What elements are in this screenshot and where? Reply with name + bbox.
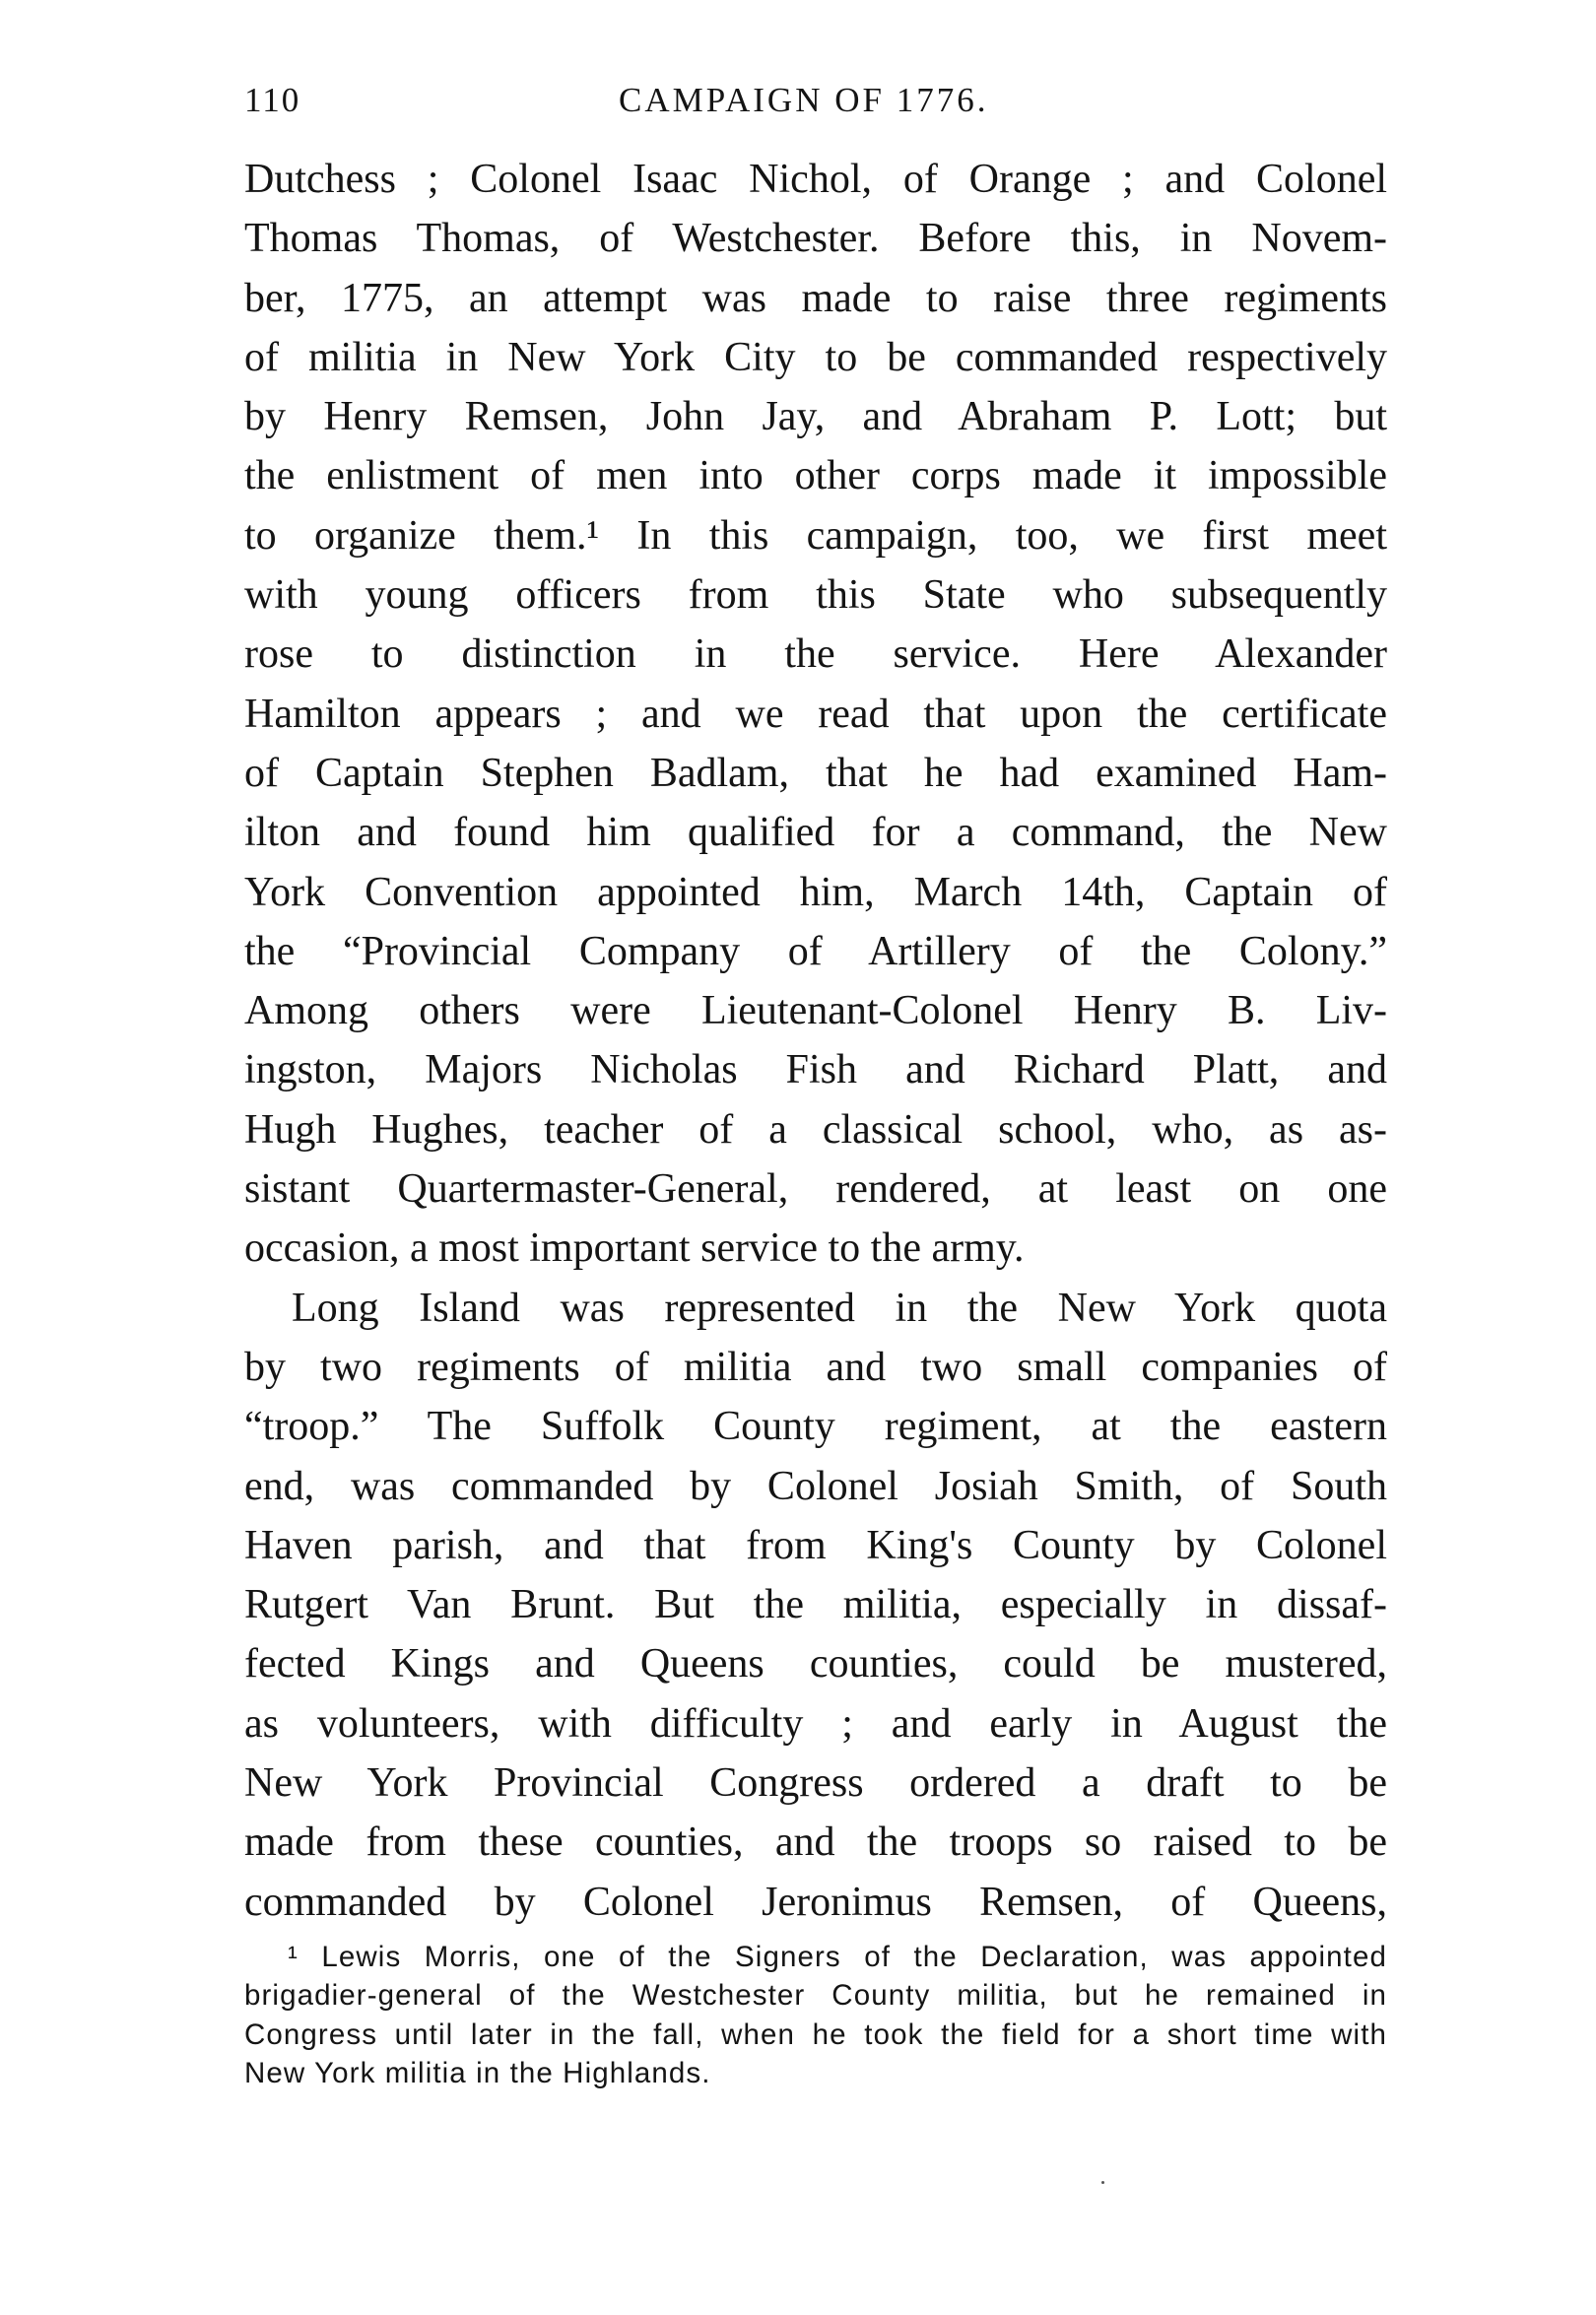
- text-line: Hamilton appears ; and we read that upon the certificate: [244, 691, 1387, 737]
- text-line: to organize them.¹ In this campaign, too, we first meet: [244, 512, 1387, 559]
- text-line: by two regiments of militia and two small companies of: [244, 1344, 1387, 1390]
- page-number: 110: [244, 81, 301, 119]
- text-line: the enlistment of men into other corps made it impossible: [244, 453, 1387, 499]
- paragraph-2: [244, 1279, 1387, 1932]
- paragraph-1: [244, 150, 1387, 1279]
- running-head: CAMPAIGN OF 1776.: [619, 81, 989, 119]
- page-header: [244, 71, 1387, 150]
- text-line: rose to distinction in the service. Here Alexander: [244, 631, 1387, 678]
- text-line: York Convention appointed him, March 14th, Captain of: [244, 869, 1387, 915]
- text-line: the “Provincial Company of Artillery of the Colony.”: [244, 928, 1387, 974]
- text-line: Dutchess ; Colonel Isaac Nichol, of Orange ; and Colonel: [244, 157, 1387, 202]
- text-line: fected Kings and Queens counties, could be mustered,: [244, 1641, 1387, 1687]
- book-page: [244, 71, 1387, 2093]
- text-line: by Henry Remsen, John Jay, and Abraham P. Lott; but: [244, 394, 1387, 440]
- footnote-line: ¹ Lewis Morris, one of the Signers of the Declaration, was appointed: [288, 1940, 1387, 1973]
- text-line: with young officers from this State who subsequently: [244, 572, 1387, 619]
- text-line: made from these counties, and the troops so raised to be: [244, 1819, 1387, 1866]
- text-line: Among others were Lieutenant-Colonel Henry B. Liv-: [244, 988, 1387, 1034]
- text-line: end, was commanded by Colonel Josiah Smith, of South: [244, 1463, 1387, 1509]
- text-line: Long Island was represented in the New York quota: [292, 1285, 1387, 1331]
- text-line: ilton and found him qualified for a command, the New: [244, 810, 1387, 856]
- text-line: “troop.” The Suffolk County regiment, at the eastern: [244, 1404, 1387, 1450]
- text-line: of militia in New York City to be commanded respectively: [244, 334, 1387, 380]
- text-line: commanded by Colonel Jeronimus Remsen, of Queens,: [244, 1879, 1387, 1925]
- text-line: ber, 1775, an attempt was made to raise three regiments: [244, 275, 1387, 321]
- text-line: Rutgert Van Brunt. But the militia, especially in dissaf-: [244, 1582, 1387, 1628]
- text-line: as volunteers, with difficulty ; and early in August the: [244, 1700, 1387, 1747]
- text-line: Haven parish, and that from King's County by Colonel: [244, 1522, 1387, 1568]
- footnote-line: Congress until later in the fall, when he took the field for a short time with: [244, 2017, 1387, 2051]
- text-line: New York Provincial Congress ordered a draft to be: [244, 1760, 1387, 1807]
- text-line: occasion, a most important service to the army.: [244, 1225, 1025, 1272]
- text-line: of Captain Stephen Badlam, that he had examined Ham-: [244, 750, 1387, 796]
- text-line: Hugh Hughes, teacher of a classical school, who, as as-: [244, 1106, 1387, 1153]
- text-line: sistant Quartermaster-General, rendered, at least on one: [244, 1166, 1387, 1213]
- text-line: ingston, Majors Nicholas Fish and Richard Platt, and: [244, 1047, 1387, 1093]
- text-line: Thomas Thomas, of Westchester. Before this, in Novem-: [244, 216, 1387, 262]
- footnote-line: New York militia in the Highlands.: [244, 2057, 711, 2090]
- footnote: [244, 1938, 1387, 2093]
- print-speck: [1101, 2181, 1104, 2184]
- footnote-line: brigadier-general of the Westchester County militia, but he remained in: [244, 1979, 1387, 2013]
